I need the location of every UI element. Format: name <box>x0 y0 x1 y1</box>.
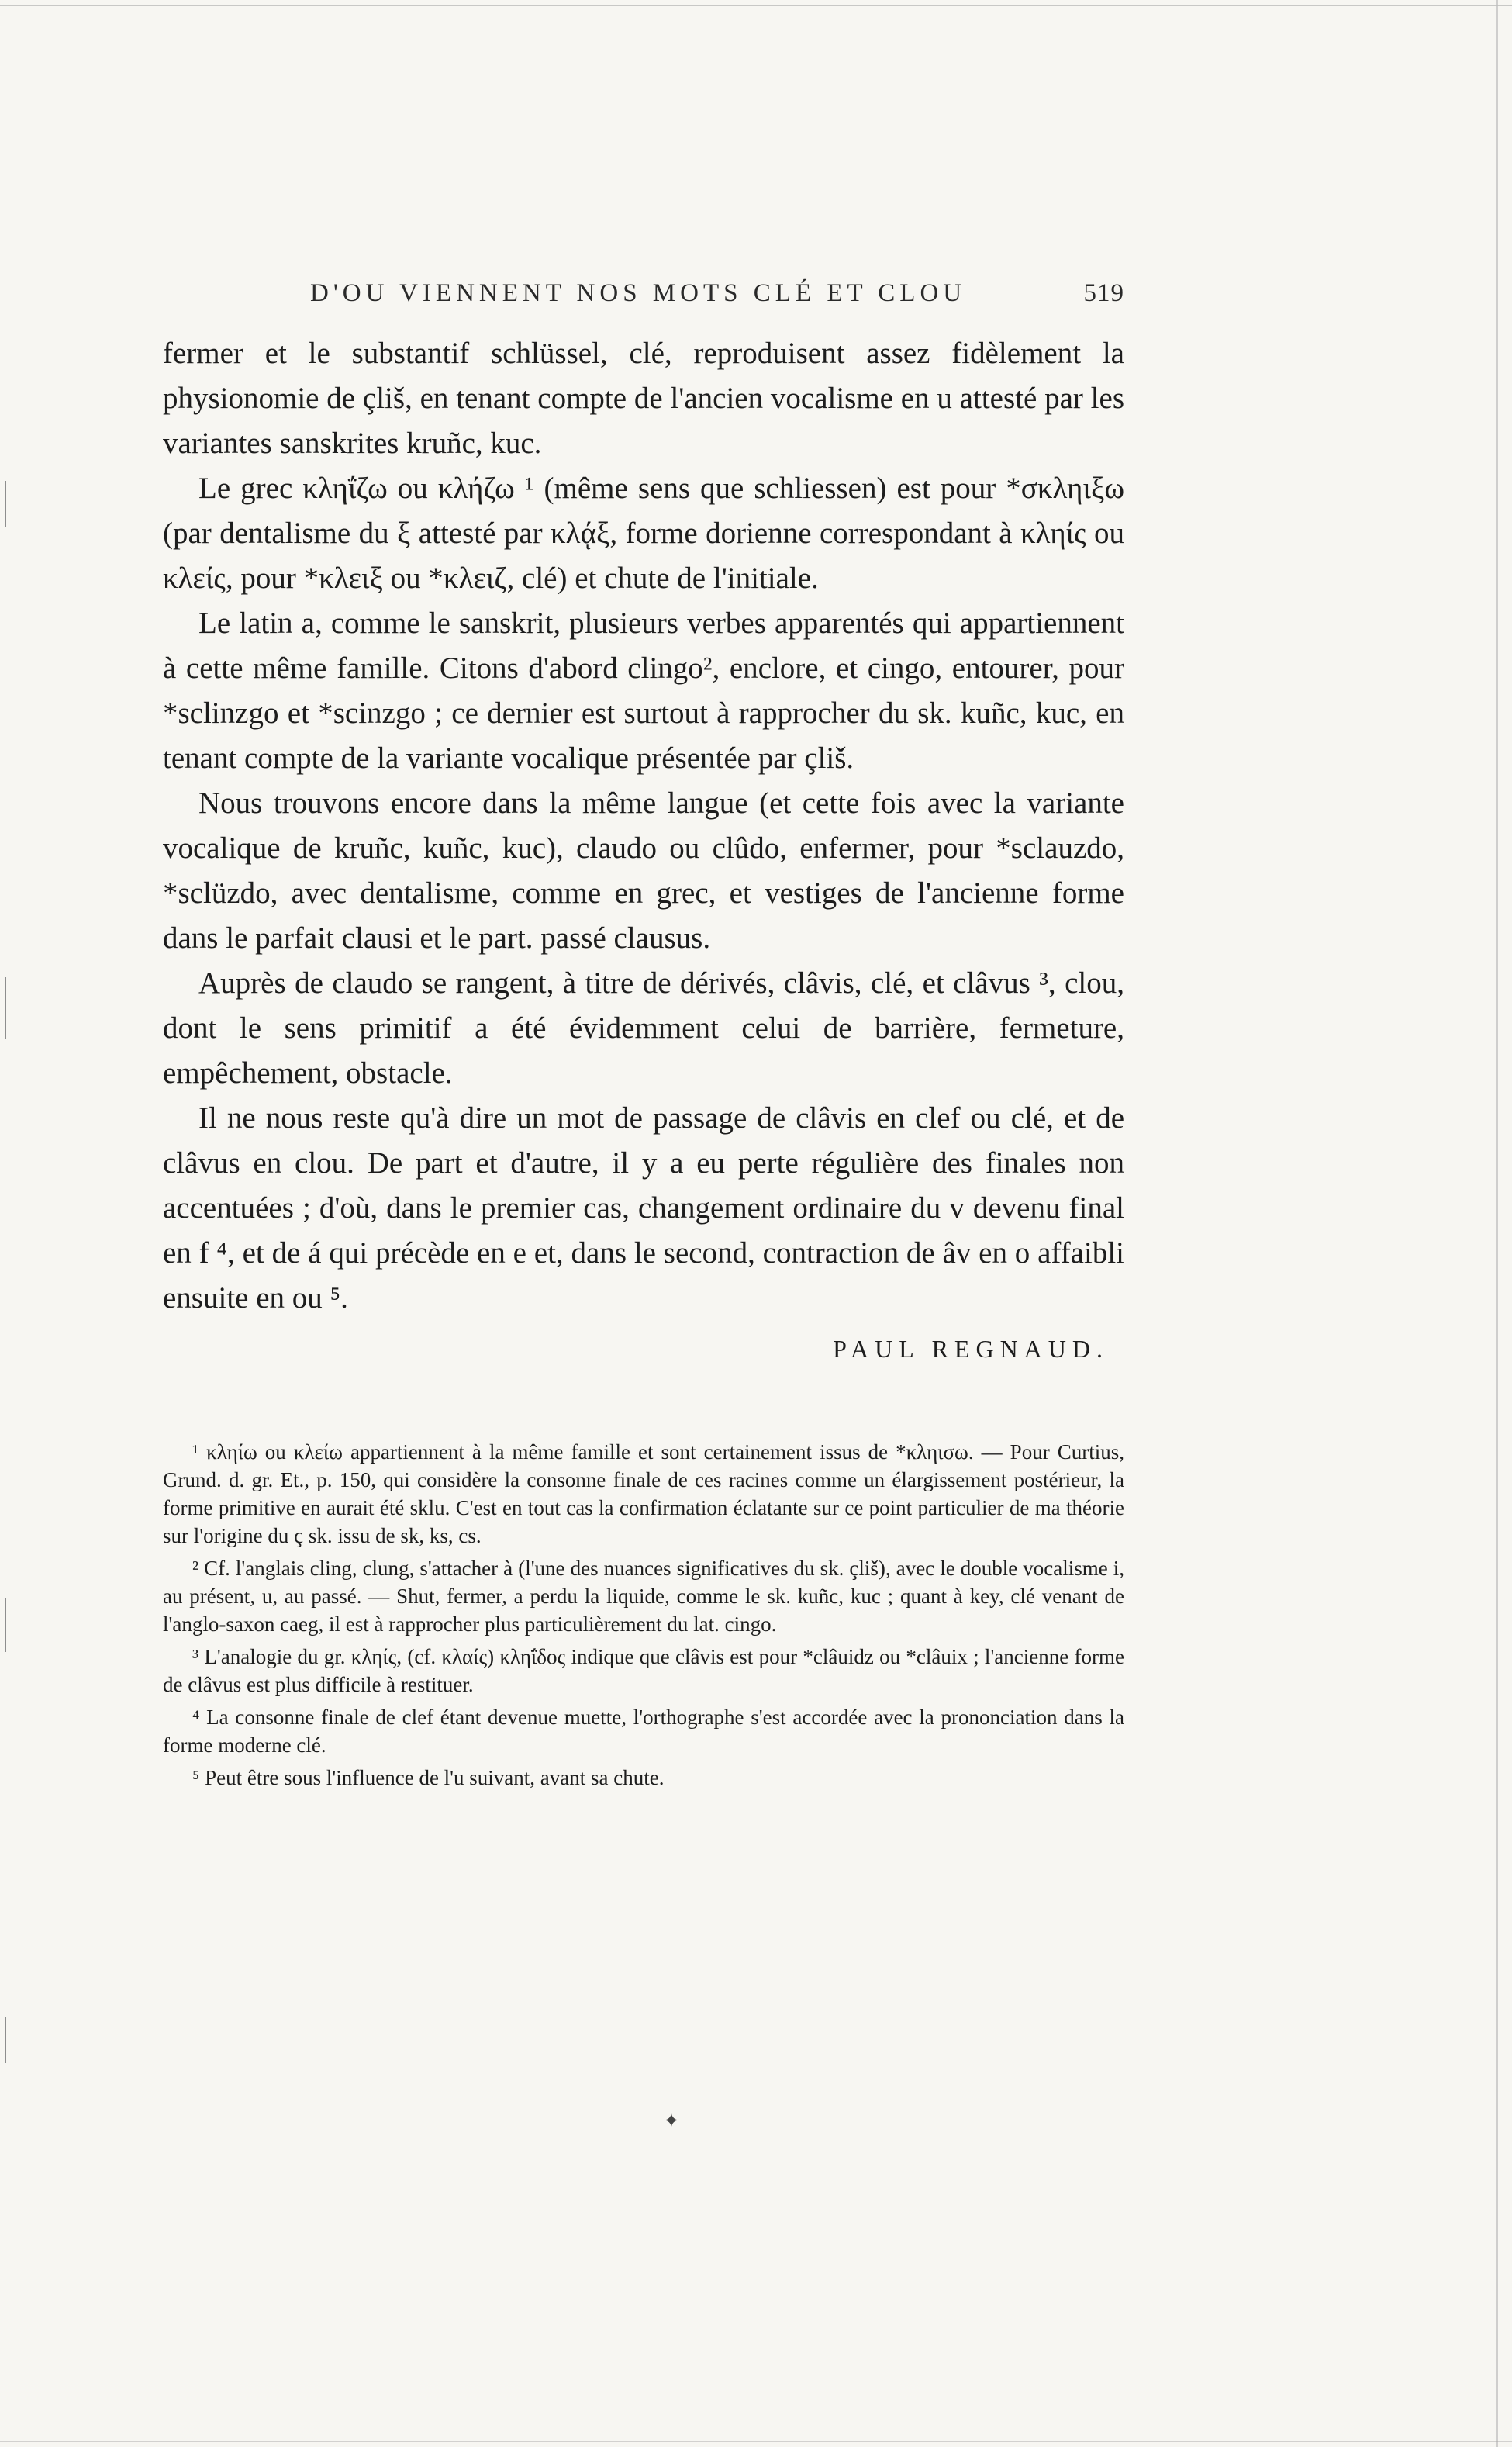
paragraph: fermer et le substantif schlüssel, clé, reproduisent assez fidèlement la physionomie de çliš, en tenant compte de l'ancien vocalisme en u attesté par les variantes sanskrites kruñc, kuc. <box>163 337 1124 460</box>
paragraph: Il ne nous reste qu'à dire un mot de passage de clâvis en clef ou clé, et de clâvus en clou. De part et d'autre, il y a eu perte régulière des finales non accentuées ; d'où, dans le premier cas, changement ordinaire du v devenu final en f ⁴, et de á qui précède en e et, dans le second, contraction de âv en o affaibli ensuite en ou ⁵. <box>163 1101 1124 1315</box>
paragraph: Le latin a, comme le sanskrit, plusieurs verbes apparentés qui appartiennent à cette même famille. Citons d'abord clingo², enclore, et cingo, entourer, pour *sclinzgo et *scinzgo ; ce dernier est surtout à rapprocher du sk. kuñc, kuc, en tenant compte de la variante vocalique présentée par çliš. <box>163 607 1124 775</box>
paragraph: Auprès de claudo se rangent, à titre de dérivés, clâvis, clé, et clâvus ³, clou, dont le sens primitif a été évidemment celui de barrière, fermeture, empêchement, obstacle. <box>163 966 1124 1090</box>
book-page <box>163 279 1124 1796</box>
footnotes <box>163 1438 1124 1792</box>
margin-mark <box>5 1598 6 1652</box>
scan-bottom-edge <box>0 2441 1512 2447</box>
paragraph: Le grec κληΐζω ou κλήζω ¹ (même sens que schliessen) est pour *σκληιξω (par dentalisme du ξ attesté par κλᾴξ, forme dorienne correspondant à κληίς ou κλείς, pour *κλειξ ou *κλειζ, clé) et chute de l'initiale. <box>163 472 1124 595</box>
author-signature: PAUL REGNAUD. <box>833 1335 1109 1363</box>
margin-mark <box>5 977 6 1039</box>
footnote: ³ L'analogie du gr. κληίς, (cf. κλαίς) κληΐδος indique que clâvis est pour *clâuidz ou *clâuix ; l'ancienne forme de clâvus est plus difficile à restituer. <box>163 1645 1124 1696</box>
footnote: ¹ κληίω ou κλείω appartiennent à la même famille et sont certainement issus de *κληισω. — Pour Curtius, Grund. d. gr. Et., p. 150, qui considère la consonne finale de ces racines comme un élargissement postérieur, la forme primitive en aurait été sklu. C'est en tout cas la confirmation éclatante sur ce point particulier de ma théorie sur l'origine du ç sk. issu de sk, ks, cs. <box>163 1440 1124 1547</box>
page-number: 519 <box>1083 279 1124 307</box>
footnote: ⁵ Peut être sous l'influence de l'u suivant, avant sa chute. <box>192 1766 665 1789</box>
running-title: D'OU VIENNENT NOS MOTS CLÉ ET CLOU <box>310 279 967 307</box>
paragraph: Nous trouvons encore dans la même langue (et cette fois avec la variante vocalique de kruñc, kuñc, kuc), claudo ou clûdo, enfermer, pour *sclauzdo, *sclüzdo, avec dentalisme, comme en grec, et vestiges de l'ancienne forme dans le parfait clausi et le part. passé clausus. <box>163 786 1124 955</box>
ornament-icon: ✦ <box>663 2110 680 2132</box>
scan-top-edge <box>0 0 1512 6</box>
footnote: ⁴ La consonne finale de clef étant devenue muette, l'orthographe s'est accordée avec la prononciation dans la forme moderne clé. <box>163 1706 1124 1757</box>
footnote: ² Cf. l'anglais cling, clung, s'attacher à (l'une des nuances significatives du sk. çliš), avec le double vocalisme i, au présent, u, au passé. — Shut, fermer, a perdu la liquide, comme le sk. kuñc, kuc ; quant à key, clé venant de l'anglo-saxon caeg, il est à rapprocher plus particulièrement du lat. cingo. <box>163 1557 1124 1636</box>
main-text <box>163 331 1124 1321</box>
running-head <box>310 279 1124 308</box>
margin-mark <box>5 2017 6 2063</box>
margin-mark <box>5 481 6 527</box>
scan-right-edge <box>1496 0 1498 2447</box>
